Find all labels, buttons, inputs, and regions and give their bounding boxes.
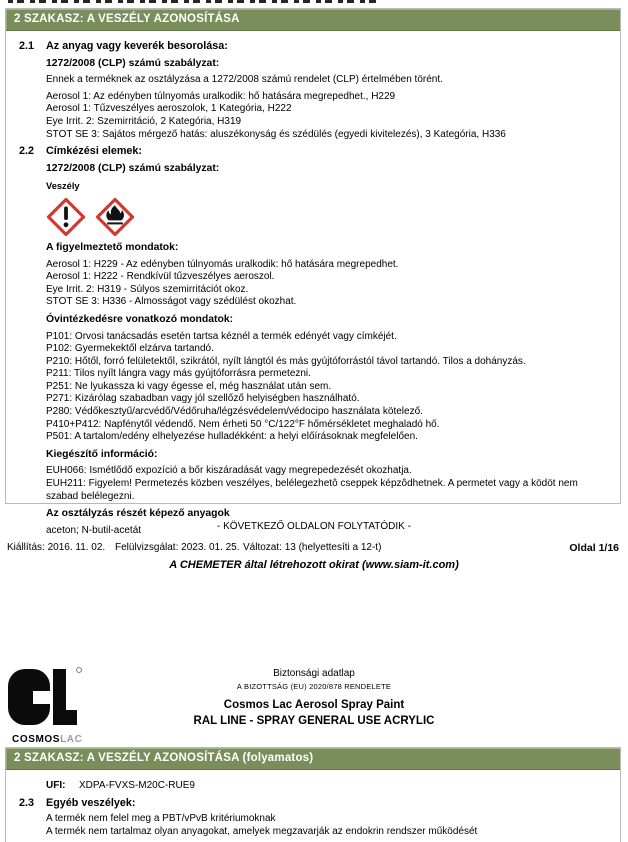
signal-word: Veszély <box>46 181 80 192</box>
classification-line: Aerosol 1: Az edényben túlnyomás uralkodik: hő hatására megrepedhet., H229 <box>46 90 396 102</box>
classification-substances: aceton; N-butil-acetát <box>46 524 142 536</box>
section-2-continued-header-bar: 2 SZAKASZ: A VESZÉLY AZONOSÍTÁSA (folyamatos) <box>6 748 620 770</box>
version-info: Változat: 13 (helyettesíti a 12-t) <box>243 542 382 553</box>
revision-date: Felülvizsgálat: 2023. 01. 25. <box>115 542 240 553</box>
clp-regulation-heading: 1272/2008 (CLP) számú szabályzat: <box>46 162 220 174</box>
classification-line: STOT SE 3: Sajátos mérgező hatás: aluszékonyság és szédülés (egyedi kivitelezés), 3 Kategória, H336 <box>46 128 506 140</box>
generator-credit: A CHEMETER által létrehozott okirat (www.siam-it.com) <box>169 559 459 571</box>
clp-regulation-heading: 1272/2008 (CLP) számú szabályzat: <box>46 57 220 69</box>
ghs07-exclamation-icon <box>46 197 86 237</box>
subsection-title: Az anyag vagy keverék besorolása: <box>46 40 228 52</box>
product-line: RAL LINE - SPRAY GENERAL USE ACRYLIC <box>193 715 435 727</box>
issued-date: Kiállítás: 2016. 11. 02. <box>7 542 106 553</box>
supplementary-info-line: EUH211: Figyelem! Permetezés közben veszélyes, belélegezhetô cseppek képzôdhetnek. A permetet vagy a ködöt nem szabad belélegezni. <box>46 478 578 502</box>
subsection-2-3 <box>19 797 608 810</box>
page2-section-box <box>5 747 621 842</box>
precaution-statement-line: P102: Gyermekektől elzárva tartandó. <box>46 343 214 355</box>
supplementary-info-line: EUH066: Ismétlődő expozíció a bőr kiszáradását vagy megrepedezését okozhatja. <box>46 465 412 477</box>
ufi-value: XDPA-FVXS-M20C-RUE9 <box>79 780 195 791</box>
brand-cosmos: COSMOS <box>12 734 61 745</box>
precaution-statement-line: P280: Védőkesztyű/arcvédő/Védőruha/légzésvédelem/védocipo használata kötelező. <box>46 406 423 418</box>
precaution-statement-line: P501: A tartalom/edény elhelyezése hulladékként: a helyi előírásoknak megfelelően. <box>46 431 418 443</box>
subsection-number: 2.2 <box>19 145 35 158</box>
brand-wordmark <box>12 734 98 745</box>
classification-line: Aerosol 1: Tűzveszélyes aeroszolok, 1 Kategória, H222 <box>46 103 292 115</box>
precaution-statement-line: P410+P412: Napfénytől védendő. Nem érheti 50 °C/122°F hőmérsékletet meghaladó hő. <box>46 418 440 430</box>
hazard-statement-line: Aerosol 1: H222 - Rendkívül tűzveszélyes aeroszol. <box>46 271 275 283</box>
classification-substances-heading: Az osztályzás részét képező anyagok <box>46 508 230 520</box>
document-title: Biztonsági adatlap <box>273 668 355 679</box>
precaution-statement-line: P101: Orvosi tanácsadás esetén tartsa kéznél a termék edényét vagy címkéjét. <box>46 330 397 342</box>
product-name: Cosmos Lac Aerosol Spray Paint <box>223 699 405 711</box>
subsection-number: 2.1 <box>19 40 35 52</box>
supplementary-info-heading: Kiegészítő információ: <box>46 448 158 460</box>
hazard-statement-line: STOT SE 3: H336 - Almosságot vagy szédülést okozhat. <box>46 296 297 308</box>
subsection-2-2 <box>19 145 608 158</box>
other-hazards-list <box>46 813 608 838</box>
precaution-statements-heading: Óvintézkedésre vonatkozó mondatok: <box>46 313 234 325</box>
subsection-number: 2.3 <box>19 796 35 809</box>
other-hazard-line: A termék nem tartalmaz olyan anyagokat, amelyek megzavarják az endokrin rendszer működését <box>46 825 478 837</box>
ufi-row <box>46 780 608 793</box>
regulation-subtitle: A BIZOTTSÁG (EU) 2020/878 RENDELETE <box>236 682 392 691</box>
brand-lac: LAC <box>60 734 83 745</box>
ufi-label: UFI: <box>46 780 66 791</box>
hazard-statements-heading: A figyelmeztető mondatok: <box>46 241 179 253</box>
ghs-pictogram-row <box>46 197 608 237</box>
precaution-statement-line: P271: Kizárólag szabadban vagy jól szellőző helyiségben használható. <box>46 393 360 405</box>
page-number: Oldal 1/16 <box>569 542 619 554</box>
subsection-title: Címkézési elemek: <box>46 145 143 158</box>
precaution-statement-line: P251: Ne lyukassza ki vagy égesse el, még használat után sem. <box>46 380 332 392</box>
section-2-continued-content <box>6 770 620 838</box>
precaution-statements-list <box>46 331 608 444</box>
section-2-content <box>6 31 620 537</box>
supplementary-info-list <box>46 465 608 503</box>
hazard-statement-line: Aerosol 1: H229 - Az edényben túlnyomás uralkodik: hő hatására megrepedhet. <box>46 258 399 270</box>
precaution-statement-line: P211: Tilos nyílt lángra vagy más gyújtóforrásra permetezni. <box>46 368 311 380</box>
subsection-2-1 <box>19 40 608 53</box>
precaution-statement-line: P210: Hőtől, forró felületektől, szikrától, nyílt lángtól és más gyújtóforrástól távol tartandó. Tilos a dohányzás. <box>46 355 526 367</box>
ghs02-flame-icon <box>95 197 135 237</box>
clipped-text-remnant <box>8 0 380 3</box>
classification-intro: Ennek a terméknek az osztályzása a 1272/2008 számú rendelet (CLP) értelmében törént. <box>46 74 443 86</box>
classification-list <box>46 91 608 141</box>
section-2-header-bar: 2 SZAKASZ: A VESZÉLY AZONOSÍTÁSA <box>6 9 620 31</box>
classification-line: Eye Irrit. 2: Szemirritáció, 2 Kategória, H319 <box>46 115 242 127</box>
hazard-statements-list <box>46 259 608 309</box>
other-hazard-line: A termék nem felel meg a PBT/vPvB kritériumoknak <box>46 813 276 825</box>
continuation-note: - KÖVETKEZŐ OLDALON FOLYTATÓDIK - <box>217 521 411 532</box>
subsection-title: Egyéb veszélyek: <box>46 796 136 809</box>
hazard-statement-line: Eye Irrit. 2: H319 - Súlyos szemirritációt okoz. <box>46 283 249 295</box>
